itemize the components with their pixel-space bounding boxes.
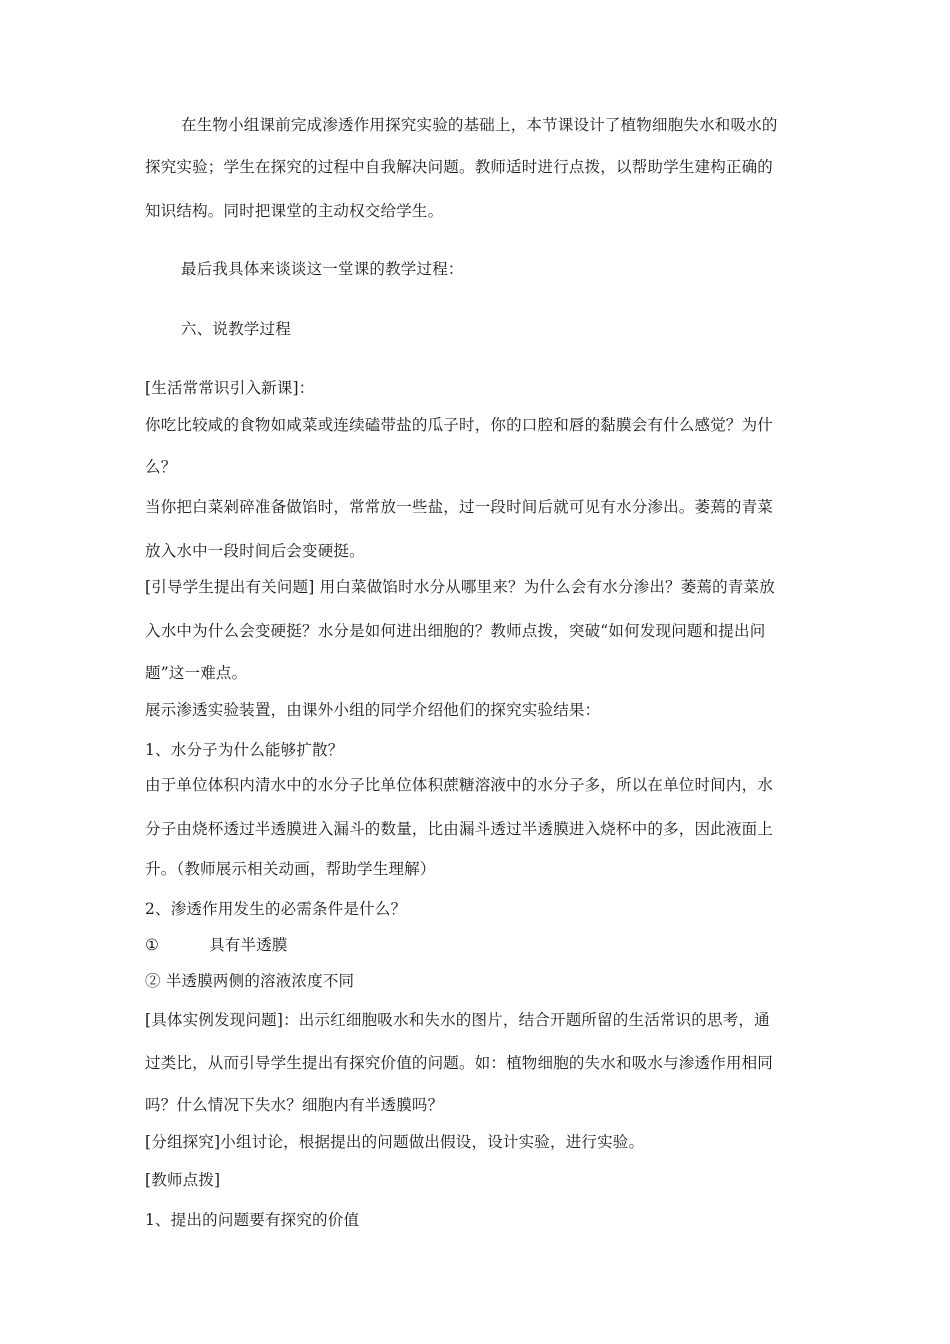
paragraph-line: 么？ (145, 458, 177, 476)
list-item-text: 具有半透膜 (209, 936, 288, 954)
paragraph-line: 最后我具体来谈谈这一堂课的教学过程： (181, 260, 464, 278)
paragraph-line: 展示渗透实验装置，由课外小组的同学介绍他们的探究实验结果： (145, 701, 601, 719)
paragraph-line: [引导学生提出有关问题] 用白菜做馅时水分从哪里来？为什么会有水分渗出？萎蔫的青菜放 (145, 578, 775, 596)
paragraph-line: [分组探究]小组讨论，根据提出的问题做出假设，设计实验，进行实验。 (145, 1133, 645, 1151)
list-item-2: ② 半透膜两侧的溶液浓度不同 (145, 972, 355, 990)
paragraph-line: 过类比，从而引导学生提出有探究价值的问题。如：植物细胞的失水和吸水与渗透作用相同 (145, 1054, 774, 1072)
list-item: 2、渗透作用发生的必需条件是什么？ (145, 900, 407, 918)
list-item-1 (145, 935, 835, 955)
paragraph-line: 当你把白菜剁碎准备做馅时，常常放一些盐，过一段时间后就可见有水分渗出。萎蔫的青菜 (145, 498, 774, 516)
paragraph-line: 题”这一难点。 (145, 664, 248, 682)
paragraph-line: 升。（教师展示相关动画，帮助学生理解） (145, 860, 436, 878)
paragraph-line: 由于单位体积内清水中的水分子比单位体积蔗糖溶液中的水分子多，所以在单位时间内，水 (145, 776, 774, 794)
subsection-label: [生活常常识引入新课]： (145, 379, 315, 397)
paragraph-line: 在生物小组课前完成渗透作用探究实验的基础上，本节课设计了植物细胞失水和吸水的 (181, 116, 778, 134)
list-item: 1、水分子为什么能够扩散？ (145, 741, 344, 759)
paragraph-line: [具体实例发现问题]：出示红细胞吸水和失水的图片，结合开题所留的生活常识的思考，通 (145, 1011, 770, 1029)
list-item: 1、提出的问题要有探究的价值 (145, 1211, 360, 1229)
list-marker: ① (145, 936, 160, 954)
subsection-label: [教师点拨] (145, 1171, 221, 1189)
paragraph-line: 吗？什么情况下失水？细胞内有半透膜吗？ (145, 1096, 444, 1114)
section-heading: 六、说教学过程 (181, 320, 291, 338)
paragraph-line: 探究实验；学生在探究的过程中自我解决问题。教师适时进行点拨，以帮助学生建构正确的 (145, 158, 774, 176)
paragraph-line: 知识结构。同时把课堂的主动权交给学生。 (145, 202, 444, 220)
paragraph-line: 你吃比较咸的食物如咸菜或连续磕带盐的瓜子时，你的口腔和唇的黏膜会有什么感觉？为什 (145, 416, 774, 434)
paragraph-line: 入水中为什么会变硬挺？水分是如何进出细胞的？教师点拨，突破“如何发现问题和提出问 (145, 622, 766, 640)
paragraph-line: 分子由烧杯透过半透膜进入漏斗的数量，比由漏斗透过半透膜进入烧杯中的多，因此液面上 (145, 820, 774, 838)
paragraph-line: 放入水中一段时间后会变硬挺。 (145, 542, 365, 560)
